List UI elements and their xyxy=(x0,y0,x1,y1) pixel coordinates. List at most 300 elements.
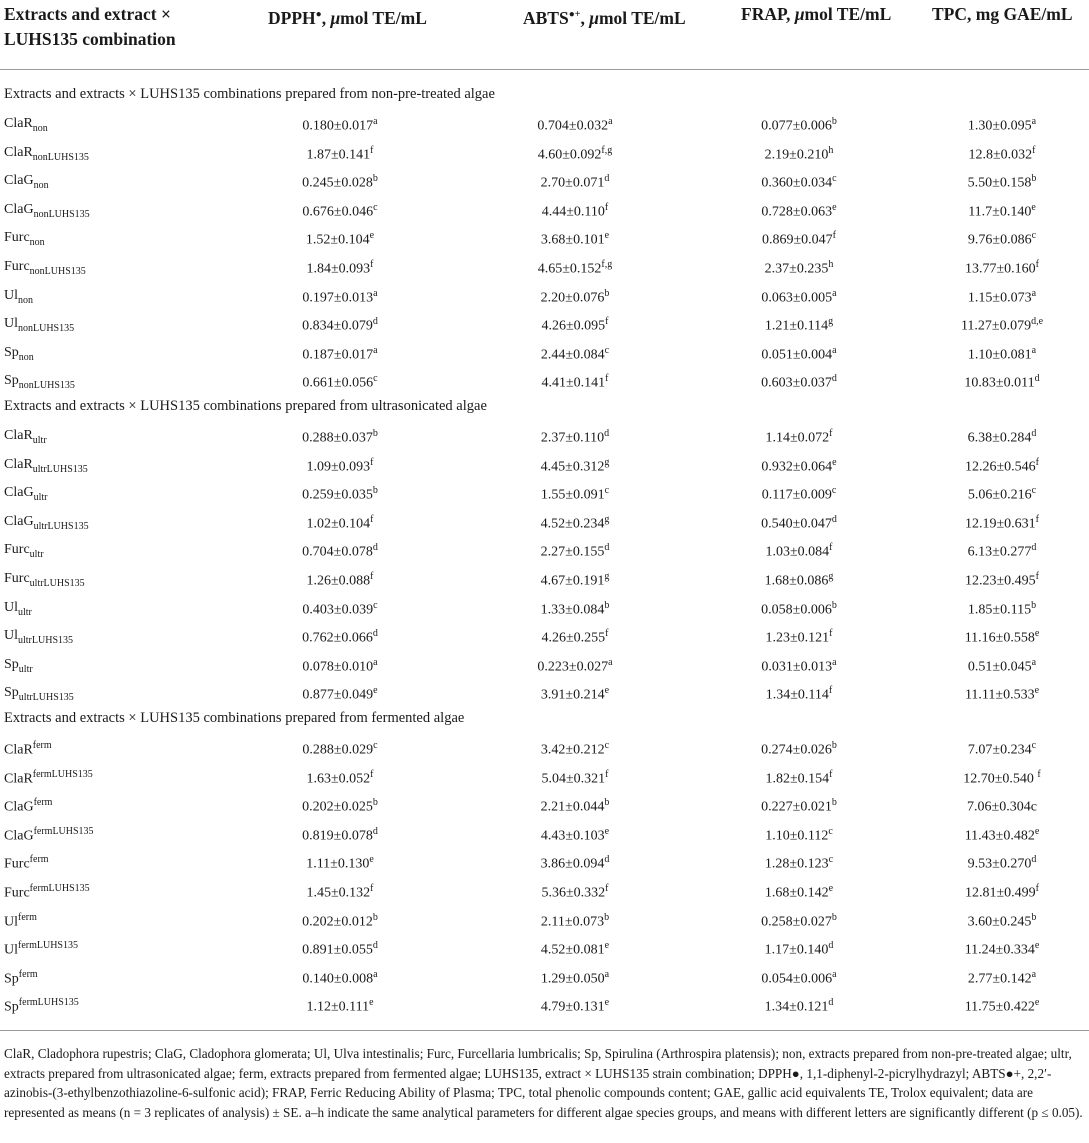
table-row xyxy=(0,624,1089,652)
abts-value xyxy=(541,769,608,788)
frap-value xyxy=(765,259,834,278)
frap-mean-se: 1.17±0.140 xyxy=(764,942,829,958)
abts-value xyxy=(538,259,613,278)
tpc-mean-se: 12.19±0.631 xyxy=(964,516,1036,532)
dpph-value xyxy=(302,288,377,307)
sample-base: Sp xyxy=(4,971,19,987)
frap-significance-letter: f xyxy=(829,768,833,780)
sample-treatment: ferm xyxy=(18,968,38,980)
sample-base: ClaR xyxy=(4,742,33,758)
dpph-value xyxy=(306,883,373,902)
abts-value xyxy=(541,912,609,931)
tpc-significance-letter: f xyxy=(1035,259,1040,270)
dpph-value xyxy=(306,571,373,590)
abts-significance-letter: c xyxy=(604,740,610,751)
dpph-value xyxy=(302,797,378,816)
dpph-value xyxy=(302,116,377,135)
dpph-mean-se: 0.403±0.039 xyxy=(302,602,374,618)
table-row xyxy=(0,936,1089,964)
frap-value xyxy=(761,202,836,221)
frap-mean-se: 0.728±0.063 xyxy=(761,204,833,220)
dpph-value xyxy=(302,600,377,619)
header-divider xyxy=(0,69,1089,70)
abts-mean-se: 2.11±0.073 xyxy=(540,914,605,930)
tpc-mean-se: 1.15±0.073 xyxy=(967,290,1032,306)
frap-value xyxy=(761,345,836,364)
frap-mean-se: 0.051±0.004 xyxy=(761,347,833,363)
sample-base: Sp xyxy=(4,344,19,360)
abts-significance-letter: d xyxy=(604,854,610,866)
tpc-value xyxy=(965,940,1040,959)
frap-significance-letter: c xyxy=(831,485,837,497)
tpc-significance-letter: a xyxy=(1031,116,1037,127)
abts-value xyxy=(541,628,608,647)
sample-treatment: non xyxy=(29,237,45,249)
dpph-mean-se: 0.704±0.078 xyxy=(302,545,373,561)
frap-value xyxy=(765,145,834,164)
sample-name xyxy=(4,542,44,560)
abts-value xyxy=(541,940,609,959)
table-row xyxy=(0,312,1089,340)
sample-base: Furc xyxy=(4,571,30,586)
abts-mean-se: 1.33±0.084 xyxy=(540,602,605,618)
sample-name xyxy=(4,940,78,959)
tpc-significance-letter: d xyxy=(1031,428,1037,439)
abts-significance-letter: b xyxy=(604,911,610,923)
tpc-mean-se: 1.10±0.081 xyxy=(967,347,1032,363)
table-row xyxy=(0,567,1089,595)
table-row xyxy=(0,341,1089,369)
dpph-value xyxy=(302,428,378,447)
sample-name xyxy=(4,316,74,334)
tpc-significance-letter: c xyxy=(1031,485,1037,497)
tpc-mean-se: 11.75±0.422 xyxy=(964,1000,1035,1016)
sample-treatment: fermLUHS135 xyxy=(29,883,90,894)
tpc-mean-se: 11.7±0.140 xyxy=(968,204,1032,220)
dpph-mean-se: 1.84±0.093 xyxy=(306,261,371,277)
table-row xyxy=(0,255,1089,283)
tpc-value xyxy=(968,345,1036,364)
abts-mean-se: 2.44±0.084 xyxy=(540,347,605,363)
sample-name xyxy=(4,797,52,816)
dpph-significance-letter: b xyxy=(372,797,378,809)
frap-mean-se: 1.28±0.123 xyxy=(764,857,829,873)
sample-name xyxy=(4,600,32,618)
header-dpph-column: DPPH●, μmol TE/mL xyxy=(268,7,427,28)
section-title: Extracts and extracts × LUHS135 combinations prepared from fermented algae xyxy=(4,710,465,726)
dpph-mean-se: 0.180±0.017 xyxy=(302,118,374,134)
sample-name xyxy=(4,969,38,988)
sample-treatment: ultr xyxy=(18,663,33,675)
abts-significance-letter: g xyxy=(604,513,610,525)
sample-name xyxy=(4,854,49,873)
abts-mean-se: 3.42±0.212 xyxy=(540,742,605,758)
sample-base: Ul xyxy=(4,316,18,332)
tpc-mean-se: 12.70±0.540 xyxy=(963,771,1038,787)
dpph-significance-letter: b xyxy=(372,173,378,185)
tpc-value xyxy=(968,288,1036,307)
frap-mean-se: 1.03±0.084 xyxy=(765,545,830,561)
table-row xyxy=(0,538,1089,566)
tpc-value xyxy=(968,740,1036,759)
table-row xyxy=(0,681,1089,709)
dpph-value xyxy=(302,316,378,335)
dpph-mean-se: 0.676±0.046 xyxy=(302,204,374,220)
frap-mean-se: 1.23±0.121 xyxy=(765,630,830,646)
sample-treatment: non xyxy=(18,351,34,363)
dpph-mean-se: 0.877±0.049 xyxy=(302,688,374,704)
dpph-value xyxy=(302,173,378,192)
frap-mean-se: 1.68±0.086 xyxy=(764,573,829,589)
table-row xyxy=(0,453,1089,481)
tpc-value xyxy=(965,685,1039,704)
sample-base: Sp xyxy=(4,685,19,701)
tpc-value xyxy=(965,826,1040,845)
abts-mean-se: 2.70±0.071 xyxy=(540,175,605,191)
abts-value xyxy=(541,316,608,335)
dpph-significance-letter: a xyxy=(373,116,378,127)
frap-mean-se: 0.063±0.005 xyxy=(761,290,833,306)
tpc-value xyxy=(965,883,1039,902)
sample-name xyxy=(4,116,48,134)
sample-treatment: fermLUHS135 xyxy=(33,825,94,837)
tpc-significance-letter: d,e xyxy=(1031,316,1044,328)
tpc-mean-se: 9.53±0.270 xyxy=(967,857,1032,873)
tpc-mean-se: 12.81±0.499 xyxy=(964,885,1036,901)
table-row xyxy=(0,793,1089,821)
dpph-value xyxy=(306,230,374,249)
table-row xyxy=(0,481,1089,509)
header-sample-column: Extracts and extract × LUHS135 combination xyxy=(4,4,176,49)
frap-mean-se: 1.68±0.142 xyxy=(764,885,829,901)
table-row xyxy=(0,596,1089,624)
tpc-significance-letter: e xyxy=(1034,940,1040,952)
frap-value xyxy=(761,740,837,759)
dpph-mean-se: 0.187±0.017 xyxy=(302,347,374,363)
sample-name xyxy=(4,230,45,248)
dpph-significance-letter: f xyxy=(370,456,374,468)
abts-mean-se: 4.41±0.141 xyxy=(541,376,606,392)
sample-base: ClaG xyxy=(4,173,34,189)
frap-mean-se: 1.34±0.121 xyxy=(764,1000,829,1016)
abts-mean-se: 3.68±0.101 xyxy=(540,233,605,249)
tpc-significance-letter: b xyxy=(1031,599,1037,611)
frap-mean-se: 0.031±0.013 xyxy=(761,659,833,675)
frap-value xyxy=(765,542,832,561)
tpc-significance-letter: b xyxy=(1031,911,1037,923)
dpph-significance-letter: a xyxy=(373,287,378,299)
sample-name xyxy=(4,740,52,759)
sample-treatment: ferm xyxy=(29,854,49,866)
sample-name xyxy=(4,571,85,589)
dpph-significance-letter: a xyxy=(373,656,378,668)
abts-significance-letter: e xyxy=(604,685,610,697)
dpph-significance-letter: f xyxy=(370,513,374,525)
table-footnote: ClaR, Cladophora rupestris; ClaG, Cladophora glomerata; Ul, Ulva intestinalis; Furc, Furcellaria lumbricalis; Sp, Spirulina (Arthrospira platensis); non, extracts prepared from non-pre-treated algae; ultr, extracts prepared from ultrasonicated algae; ferm, extracts prepared from fermented algae; LUHS135, extract × LUHS135 strain combination; DPPH●, 1,1-diphenyl-2-picrylhydrazyl; ABTS●+, 2,2′-azinobis-(3-ethylbenzothiazoline-6-sulfonic acid); FRAP, Ferric Reducing Ability of Plasma; TPC, total phenolic compounds content; GAE, gallic acid equivalents TE, Trolox equivalent; data are represented as means (n = 3 replicates of analysis) ± SE. a–h indicate the same analytical parameters for different algae species groups, and means with different letters are significantly different (p ≤ 0.05). xyxy=(4,1046,1083,1120)
dpph-value xyxy=(302,628,378,647)
section-title: Extracts and extracts × LUHS135 combinations prepared from ultrasonicated algae xyxy=(4,398,487,414)
tpc-value xyxy=(968,230,1036,249)
tpc-mean-se: 7.07±0.234 xyxy=(967,742,1032,758)
sample-base: Furc xyxy=(4,230,30,246)
frap-significance-letter: b xyxy=(831,740,837,751)
sample-treatment: ultrLUHS135 xyxy=(18,634,73,646)
frap-value xyxy=(762,230,836,249)
dpph-value xyxy=(302,740,377,759)
frap-value xyxy=(765,571,834,590)
abts-significance-letter: d xyxy=(604,173,610,185)
dpph-mean-se: 0.762±0.066 xyxy=(302,630,373,646)
abts-significance-letter: f xyxy=(605,316,609,328)
frap-value xyxy=(765,826,833,845)
abts-value xyxy=(541,797,610,816)
tpc-mean-se: 1.85±0.115 xyxy=(967,602,1032,618)
dpph-value xyxy=(302,345,377,364)
abts-significance-letter: f xyxy=(605,768,609,780)
frap-mean-se: 1.21±0.114 xyxy=(764,318,829,334)
tpc-mean-se: 11.11±0.533 xyxy=(964,688,1035,704)
abts-mean-se: 0.704±0.032 xyxy=(537,118,609,134)
frap-value xyxy=(765,883,833,902)
frap-significance-letter: d xyxy=(828,940,834,952)
table-row xyxy=(0,226,1089,254)
frap-value xyxy=(761,116,837,135)
sample-base: ClaR xyxy=(4,428,33,443)
frap-mean-se: 1.34±0.114 xyxy=(765,688,829,704)
tpc-value xyxy=(965,997,1040,1016)
tpc-value xyxy=(968,173,1037,192)
frap-significance-letter: c xyxy=(828,825,833,837)
tpc-mean-se: 11.24±0.334 xyxy=(964,942,1035,958)
sample-treatment: ultr xyxy=(29,549,44,561)
dpph-mean-se: 1.52±0.104 xyxy=(305,233,370,249)
tpc-significance-letter: a xyxy=(1031,287,1037,299)
frap-mean-se: 1.82±0.154 xyxy=(765,771,830,787)
tpc-value xyxy=(968,428,1037,447)
abts-significance-letter: a xyxy=(608,116,613,127)
table-row xyxy=(0,284,1089,312)
abts-value xyxy=(537,657,612,676)
dpph-significance-letter: b xyxy=(372,911,378,923)
table-row xyxy=(0,510,1089,538)
frap-mean-se: 0.869±0.047 xyxy=(761,233,833,249)
frap-significance-letter: d xyxy=(828,997,834,1009)
tpc-mean-se: 13.77±0.160 xyxy=(964,261,1036,277)
abts-significance-letter: c xyxy=(604,485,610,497)
tpc-significance-letter: f xyxy=(1035,456,1040,468)
tpc-mean-se: 5.50±0.158 xyxy=(967,175,1032,191)
tpc-significance-letter: e xyxy=(1034,825,1040,837)
abts-significance-letter: e xyxy=(604,997,610,1009)
frap-significance-letter: c xyxy=(832,173,837,185)
dpph-significance-letter: e xyxy=(369,854,374,866)
tpc-value xyxy=(968,202,1036,221)
sample-treatment: ultrLUHS135 xyxy=(29,577,85,589)
dpph-mean-se: 1.11±0.130 xyxy=(306,857,370,873)
dpph-significance-letter: c xyxy=(373,599,378,611)
frap-value xyxy=(761,288,836,307)
sample-treatment: non xyxy=(32,122,48,134)
dpph-value xyxy=(302,912,378,931)
sample-treatment: nonLUHS135 xyxy=(18,380,75,392)
tpc-significance-letter: f xyxy=(1037,768,1041,780)
sample-base: Sp xyxy=(4,373,19,389)
sample-base: ClaR xyxy=(4,771,33,787)
dpph-value xyxy=(302,373,377,392)
frap-value xyxy=(765,854,833,873)
frap-significance-letter: a xyxy=(832,344,837,356)
frap-significance-letter: f xyxy=(829,628,833,640)
dpph-value xyxy=(306,997,373,1016)
tpc-mean-se: 3.60±0.245 xyxy=(967,914,1032,930)
sample-name xyxy=(4,514,89,532)
frap-mean-se: 0.603±0.037 xyxy=(761,376,832,392)
sample-name xyxy=(4,345,34,363)
frap-value xyxy=(761,457,836,476)
frap-value xyxy=(761,173,836,192)
tpc-significance-letter: f xyxy=(1035,571,1040,582)
sample-name xyxy=(4,826,94,845)
dpph-mean-se: 1.63±0.052 xyxy=(306,771,371,787)
tpc-significance-letter: f xyxy=(1035,883,1040,894)
abts-value xyxy=(541,997,609,1016)
tpc-mean-se: 5.06±0.216 xyxy=(967,487,1032,503)
sample-treatment: non xyxy=(33,179,49,191)
sample-treatment: ultr xyxy=(33,491,48,503)
dpph-significance-letter: f xyxy=(370,144,374,156)
abts-significance-letter: f xyxy=(605,628,609,640)
tpc-mean-se: 11.27±0.079 xyxy=(960,318,1032,334)
abts-significance-letter: e xyxy=(604,825,610,837)
abts-mean-se: 4.52±0.081 xyxy=(540,942,605,958)
abts-value xyxy=(541,428,609,447)
frap-mean-se: 0.058±0.006 xyxy=(761,602,832,618)
footer-divider xyxy=(0,1030,1089,1031)
abts-mean-se: 4.45±0.312 xyxy=(540,459,605,475)
dpph-value xyxy=(302,202,377,221)
frap-mean-se: 2.19±0.210 xyxy=(764,147,829,163)
sample-name xyxy=(4,145,89,163)
tpc-significance-letter: d xyxy=(1031,542,1037,554)
abts-mean-se: 3.91±0.214 xyxy=(540,688,605,704)
dpph-significance-letter: d xyxy=(372,628,378,640)
tpc-significance-letter: e xyxy=(1034,685,1040,697)
dpph-mean-se: 0.661±0.056 xyxy=(302,376,374,392)
tpc-value xyxy=(965,514,1039,533)
sample-base: Furc xyxy=(4,542,30,558)
sample-base: Sp xyxy=(4,656,19,672)
tpc-value xyxy=(968,485,1036,504)
dpph-mean-se: 1.09±0.093 xyxy=(306,459,371,475)
tpc-value xyxy=(968,657,1036,676)
abts-significance-letter: b xyxy=(604,599,610,611)
table-row xyxy=(0,765,1089,793)
frap-mean-se: 0.274±0.026 xyxy=(761,742,832,758)
tpc-value xyxy=(961,316,1043,335)
abts-mean-se: 4.26±0.095 xyxy=(541,318,606,334)
dpph-value xyxy=(302,542,378,561)
sample-base: ClaG xyxy=(4,201,34,217)
abts-mean-se: 2.20±0.076 xyxy=(540,290,605,306)
dpph-significance-letter: a xyxy=(373,968,378,980)
abts-significance-letter: f xyxy=(605,883,609,894)
frap-significance-letter: a xyxy=(832,968,837,980)
tpc-significance-letter: f xyxy=(1032,144,1036,156)
abts-significance-letter: e xyxy=(604,940,610,952)
sample-treatment: ultrLUHS135 xyxy=(32,463,88,475)
dpph-mean-se: 1.45±0.132 xyxy=(306,885,371,901)
frap-mean-se: 0.932±0.064 xyxy=(761,459,833,475)
dpph-mean-se: 1.02±0.104 xyxy=(306,516,371,532)
frap-mean-se: 0.227±0.021 xyxy=(761,799,832,815)
frap-value xyxy=(761,969,836,988)
abts-mean-se: 2.21±0.044 xyxy=(540,799,605,815)
dpph-value xyxy=(302,657,377,676)
frap-significance-letter: a xyxy=(832,287,837,299)
table-header xyxy=(0,0,1089,68)
abts-value xyxy=(541,740,609,759)
sample-base: ClaG xyxy=(4,485,34,501)
abts-value xyxy=(541,542,610,561)
tpc-value xyxy=(968,542,1037,561)
dpph-mean-se: 1.26±0.088 xyxy=(306,573,371,589)
tpc-mean-se: 11.16±0.558 xyxy=(964,630,1035,646)
abts-value xyxy=(541,969,609,988)
sample-treatment: ultrLUHS135 xyxy=(18,692,74,704)
dpph-value xyxy=(302,940,378,959)
frap-value xyxy=(765,428,832,447)
sample-base: Sp xyxy=(4,1000,19,1016)
sample-name xyxy=(4,628,73,646)
frap-value xyxy=(761,657,836,676)
table-row xyxy=(0,424,1089,452)
dpph-significance-letter: e xyxy=(373,685,378,697)
tpc-significance-letter: e xyxy=(1034,997,1040,1009)
table-row xyxy=(0,369,1089,397)
tpc-value xyxy=(967,797,1037,816)
frap-mean-se: 0.360±0.034 xyxy=(761,175,833,191)
frap-significance-letter: h xyxy=(828,144,834,156)
abts-significance-letter: d xyxy=(604,542,610,554)
abts-value xyxy=(541,173,610,192)
tpc-mean-se: 6.38±0.284 xyxy=(967,430,1032,446)
tpc-value xyxy=(963,769,1041,788)
abts-significance-letter: g xyxy=(604,456,610,468)
sample-treatment: ultr xyxy=(32,434,47,446)
abts-mean-se: 5.36±0.332 xyxy=(541,885,606,901)
frap-significance-letter: b xyxy=(831,797,837,809)
abts-mean-se: 4.44±0.110 xyxy=(541,204,605,220)
frap-value xyxy=(766,685,833,704)
tpc-significance-letter: a xyxy=(1031,656,1037,668)
sample-treatment: nonLUHS135 xyxy=(32,151,89,163)
frap-mean-se: 0.054±0.006 xyxy=(761,971,833,987)
abts-significance-letter: a xyxy=(604,968,610,980)
dpph-mean-se: 0.197±0.013 xyxy=(302,290,374,306)
frap-significance-letter: f xyxy=(829,428,833,439)
dpph-value xyxy=(306,145,373,164)
abts-value xyxy=(541,288,610,307)
tpc-mean-se: 0.51±0.045 xyxy=(967,659,1032,675)
table-row xyxy=(0,112,1089,140)
sample-name xyxy=(4,769,93,788)
sample-base: Furc xyxy=(4,259,30,274)
sample-treatment: non xyxy=(18,294,33,306)
abts-mean-se: 2.37±0.110 xyxy=(540,430,605,446)
abts-value xyxy=(541,883,608,902)
table-row xyxy=(0,653,1089,681)
dpph-significance-letter: d xyxy=(372,940,378,952)
